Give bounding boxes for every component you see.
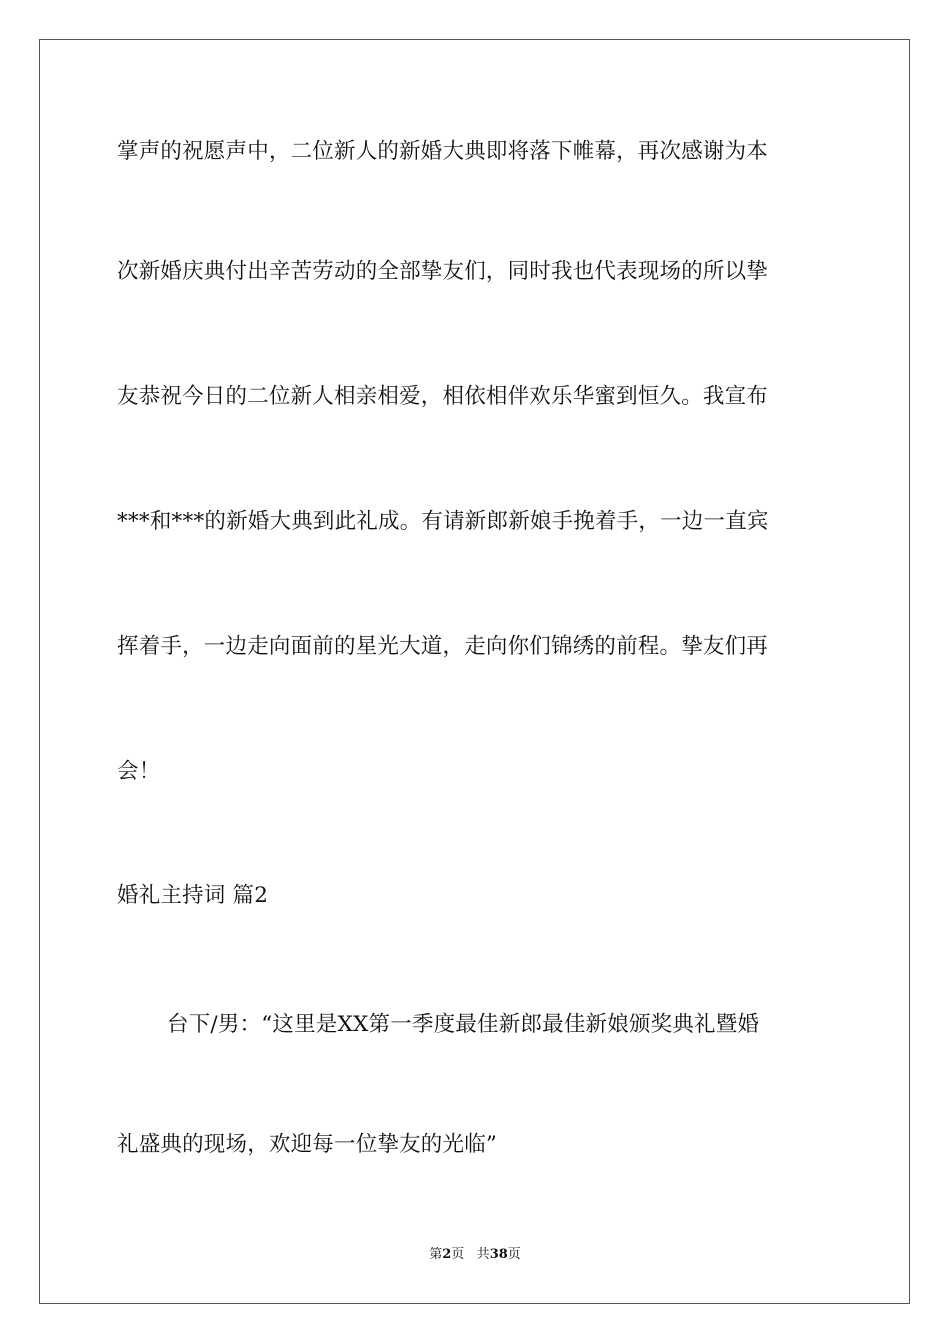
paragraph-line-6: 会！ — [117, 759, 161, 784]
paragraph-line-1: 掌声的祝愿声中，二位新人的新婚大典即将落下帷幕，再次感谢为本 — [117, 139, 769, 164]
footer-page-number: 2 — [442, 1247, 452, 1262]
paragraph-line-4: ***和***的新婚大典到此礼成。有请新郎新娘手挽着手，一边一直宾 — [117, 509, 769, 534]
body2-line-2: 礼盛典的现场，欢迎每一位挚友的光临” — [117, 1132, 498, 1157]
paragraph-line-5: 挥着手，一边走向面前的星光大道，走向你们锦绣的前程。挚友们再 — [117, 634, 769, 659]
paragraph-line-3: 友恭祝今日的二位新人相亲相爱，相依相伴欢乐华蜜到恒久。我宣布 — [117, 384, 769, 409]
page-footer — [0, 1246, 950, 1264]
section-heading: 婚礼主持词 篇2 — [117, 883, 269, 908]
paragraph-line-2: 次新婚庆典付出辛苦劳动的全部挚友们，同时我也代表现场的所以挚 — [117, 259, 769, 284]
footer-page-suffix: 页 — [451, 1247, 465, 1262]
footer-total-prefix: 共 — [476, 1247, 490, 1262]
footer-total-pages: 38 — [489, 1247, 508, 1262]
body2-line-1: 台下/男：“这里是XX第一季度最佳新郎最佳新娘颁奖典礼暨婚 — [167, 1012, 760, 1037]
footer-total-suffix: 页 — [507, 1247, 521, 1262]
footer-page-prefix: 第 — [429, 1247, 443, 1262]
page-frame — [39, 39, 910, 1304]
